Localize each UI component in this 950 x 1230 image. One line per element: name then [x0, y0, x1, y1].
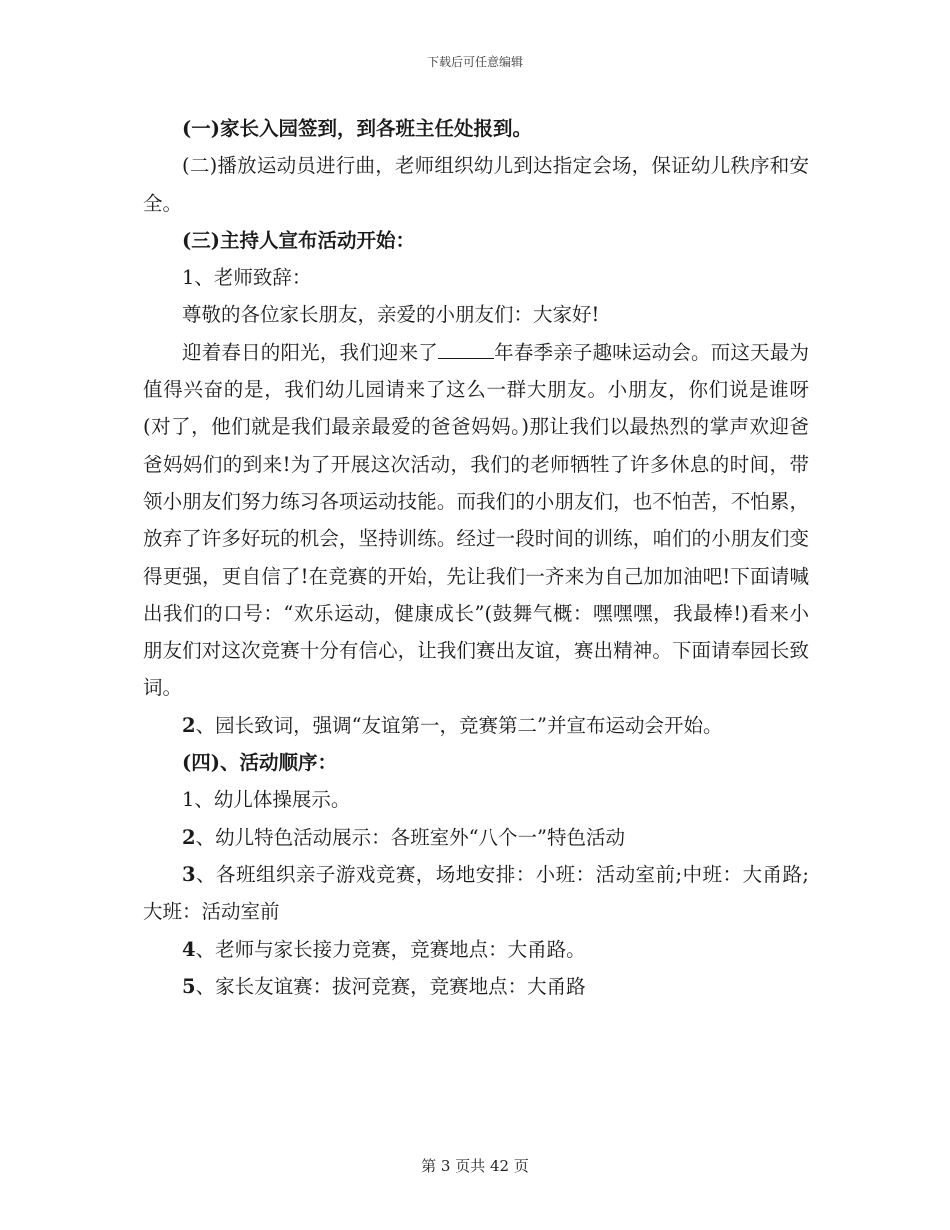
- page-header-note: 下载后可任意编辑: [426, 55, 523, 69]
- paragraph-speech-body: [143, 334, 809, 707]
- paragraph-order-item-4: [143, 931, 809, 968]
- item-text: 、园长致词，强调“友谊第一，竞赛第二”并宣布运动会开始。: [195, 713, 723, 737]
- paragraph-host-announce: (三)主持人宣布活动开始：: [182, 228, 415, 252]
- speech-text-after-blank: 年春季亲子趣味运动会。而这天最为值得兴奋的是，我们幼儿园请来了这么一群大朋友。小朋友，你们说是谁呀(对了，他们就是我们最亲最爱的爸爸妈妈。)那让我们以最热烈的掌声欢迎爸爸妈妈们的到来!为了开展这次活动，我们的老师牺牲了许多休息的时间，带领小朋友们努力练习各项运动技能。而我们的小朋友们，也不怕苦，不怕累，放弃了许多好玩的机会，坚持训练。经过一段时间的训练，咱们的小朋友们变得更强，更自信了!在竞赛的开始，先让我们一齐来为自己加加油吧!下面请喊出我们的口号：“欢乐运动，健康成长”(鼓舞气概：嘿嘿嘿，我最棒!)看来小朋友们对这次竞赛十分有信心，让我们赛出友谊，赛出精神。下面请奉园长致词。: [143, 340, 809, 700]
- item-text: 、老师与家长接力竞赛，竞赛地点：大甬路。: [195, 937, 586, 961]
- item-text: 、家长友谊赛：拔河竞赛，竞赛地点：大甬路: [195, 974, 586, 998]
- item-text: 、各班组织亲子游戏竞赛，场地安排：小班：活动室前;中班：大甬路;大班：活动室前: [143, 862, 809, 924]
- item-number: 2: [182, 825, 196, 849]
- paragraph-greeting: 尊敬的各位家长朋友，亲爱的小朋友们：大家好!: [182, 303, 600, 327]
- item-number: 4: [182, 937, 196, 961]
- paragraph-order-item-3: [143, 856, 809, 931]
- paragraph-activity-order-heading: (四)、活动顺序：: [182, 751, 337, 775]
- paragraph-order-item-5: [143, 968, 809, 1005]
- paragraph-principal-speech: [143, 707, 809, 744]
- paragraph-teacher-speech-heading: 1、老师致辞：: [182, 266, 312, 290]
- page-number-footer: 第 3 页共 42 页: [421, 1157, 529, 1175]
- paragraph-sign-in: (一)家长入园签到，到各班主任处报到。: [182, 117, 532, 140]
- item-text: 、幼儿特色活动展示：各班室外“八个一”特色活动: [195, 825, 626, 849]
- item-number: 3: [182, 862, 196, 886]
- year-blank: [438, 340, 494, 359]
- item-number: 5: [182, 974, 196, 998]
- item-number: 2: [182, 713, 196, 737]
- paragraph-music: (二)播放运动员进行曲，老师组织幼儿到达指定会场，保证幼儿秩序和安全。: [143, 154, 809, 215]
- paragraph-order-item-1: 1、幼儿体操展示。: [182, 788, 351, 812]
- speech-text-before-blank: 迎着春日的阳光，我们迎来了: [182, 340, 438, 364]
- document-body: [143, 110, 809, 1005]
- paragraph-order-item-2: [143, 819, 809, 856]
